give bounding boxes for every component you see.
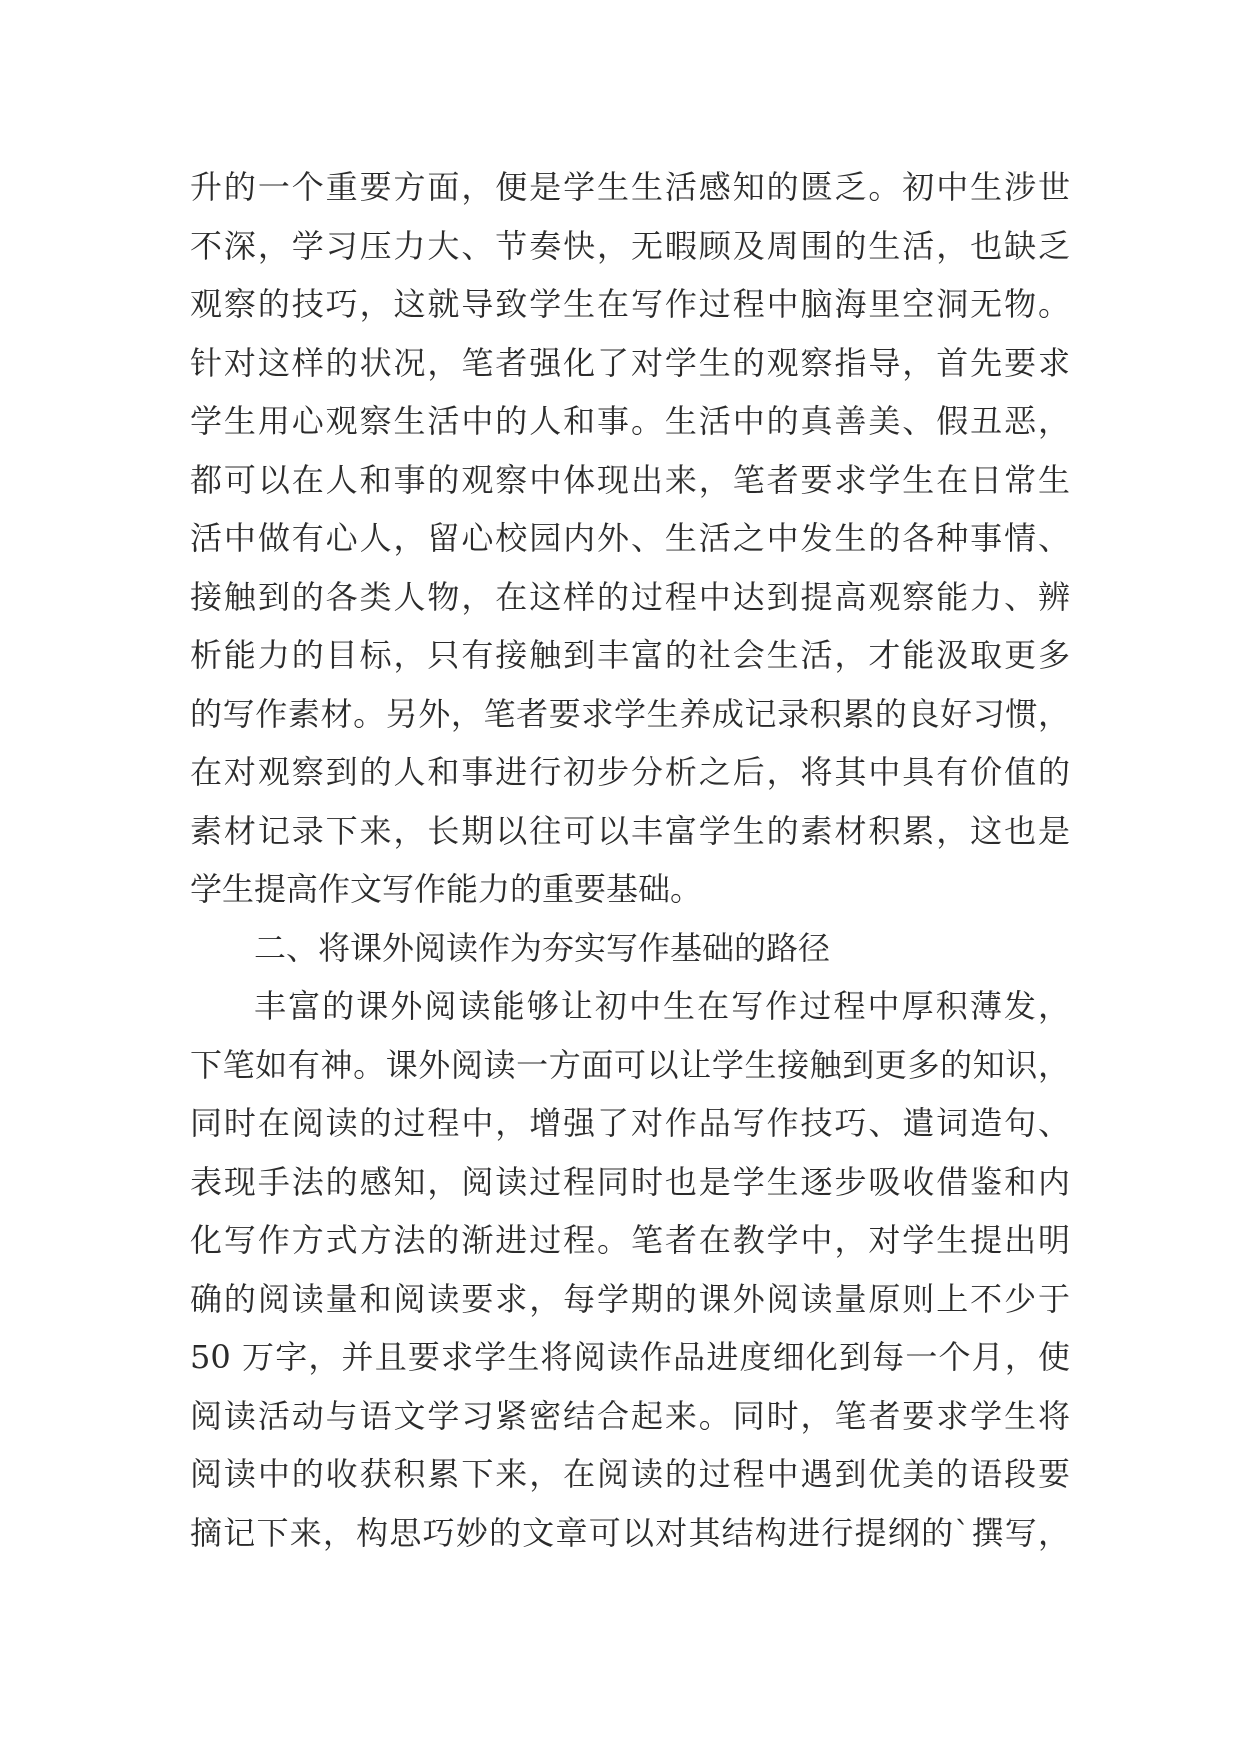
text-line: 摘记下来，构思巧妙的文章可以对其结构进行提纲的`撰写， (190, 1513, 1070, 1552)
text-line: 表现手法的感知，阅读过程同时也是学生逐步吸收借鉴和内 (190, 1162, 1070, 1201)
text-line: 析能力的目标，只有接触到丰富的社会生活，才能汲取更多 (190, 636, 1070, 674)
text-line: 化写作方式方法的渐进过程。笔者在教学中，对学生提出明 (190, 1221, 1070, 1259)
text-line: 阅读活动与语文学习紧密结合起来。同时，笔者要求学生将 (190, 1396, 1070, 1435)
text-line: 不深，学习压力大、节奏快，无暇顾及周围的生活，也缺乏 (190, 226, 1070, 265)
text-line: 50 万字，并且要求学生将阅读作品进度细化到每一个月，使 (190, 1338, 1070, 1376)
text-line: 的写作素材。另外，笔者要求学生养成记录积累的良好习惯， (190, 694, 1070, 733)
text-line: 阅读中的收获积累下来，在阅读的过程中遇到优美的语段要 (190, 1455, 1070, 1493)
text-line: 学生提高作文写作能力的重要基础。 (190, 870, 703, 908)
text-line: 同时在阅读的过程中，增强了对作品写作技巧、遣词造句、 (190, 1104, 1070, 1142)
text-line: 下笔如有神。课外阅读一方面可以让学生接触到更多的知识， (190, 1045, 1070, 1084)
text-line: 升的一个重要方面，便是学生生活感知的匮乏。初中生涉世 (190, 168, 1070, 206)
text-line: 学生用心观察生活中的人和事。生活中的真善美、假丑恶， (190, 402, 1070, 440)
text-line: 确的阅读量和阅读要求，每学期的课外阅读量原则上不少于 (190, 1279, 1070, 1318)
text-line: 在对观察到的人和事进行初步分析之后，将其中具有价值的 (190, 753, 1070, 791)
text-line: 活中做有心人，留心校园内外、生活之中发生的各种事情、 (190, 519, 1070, 557)
text-line: 接触到的各类人物，在这样的过程中达到提高观察能力、辨 (190, 577, 1070, 616)
section-heading: 二、将课外阅读作为夯实写作基础的路径 (254, 928, 831, 967)
text-line: 素材记录下来，长期以往可以丰富学生的素材积累，这也是 (190, 811, 1070, 850)
text-line: 观察的技巧，这就导致学生在写作过程中脑海里空洞无物。 (190, 285, 1070, 323)
text-line: 针对这样的状况，笔者强化了对学生的观察指导，首先要求 (190, 343, 1070, 382)
text-line: 都可以在人和事的观察中体现出来，笔者要求学生在日常生 (190, 460, 1070, 499)
text-line: 丰富的课外阅读能够让初中生在写作过程中厚积薄发， (254, 987, 1070, 1025)
body-text (190, 158, 1070, 1562)
